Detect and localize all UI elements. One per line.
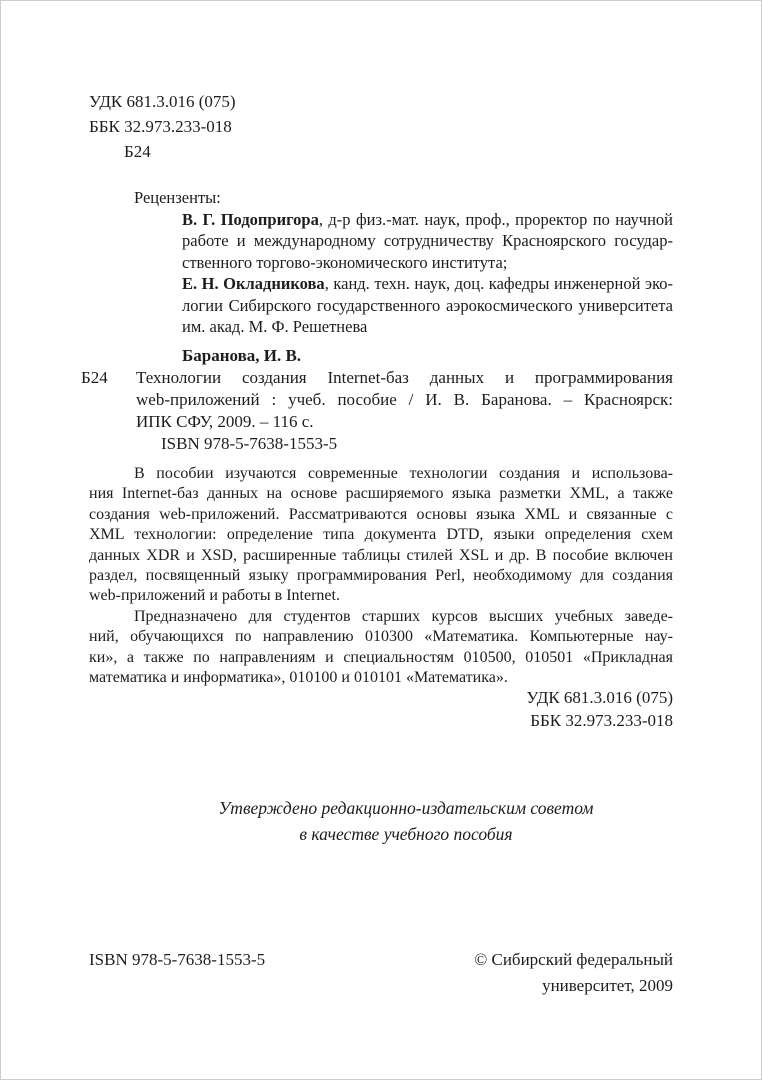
card-code: Б24 <box>81 368 108 387</box>
text-line <box>182 273 673 295</box>
udk-bottom-block <box>89 687 673 732</box>
footer <box>89 947 673 999</box>
text-line: ственного торгово-экономического института; <box>182 252 508 272</box>
bbk-number-bottom: ББК 32.973.233-018 <box>530 710 673 730</box>
udk-number-bottom: УДК 681.3.016 (075) <box>526 688 673 707</box>
annotation-paragraph <box>89 464 673 607</box>
footer-isbn: ISBN 978-5-7638-1553-5 <box>89 950 266 969</box>
text-line: © Сибирский федеральный <box>474 950 673 969</box>
text-line: раздел, посвященный языку программирования Perl, необходимому для создания <box>89 567 673 585</box>
text-line: ний, обучающихся по направлению 010300 «Математика. Компьютерные нау- <box>89 628 673 646</box>
text-line: web-приложений : учеб. пособие / И. В. Баранова. – Красноярск: <box>136 390 673 409</box>
catalog-card-body <box>81 367 673 433</box>
bold-text: Е. Н. Окладникова <box>182 274 325 293</box>
text-line: данных XDR и XSD, расширенные таблицы стилей XSL и др. В пособие включен <box>89 546 673 564</box>
text-line: Утверждено редакционно-издательским советом <box>218 798 594 818</box>
text-line: Технологии создания Internet-баз данных и программирования <box>136 368 673 387</box>
reviewers-section <box>1 187 762 338</box>
text-line: университет, 2009 <box>542 976 673 995</box>
copyright-note <box>474 947 673 999</box>
text-line: Предназначено для студентов старших курсов высших учебных заведе- <box>134 607 673 625</box>
catalog-card <box>1 345 762 455</box>
text-line: ки», а также по направлениям и специальностям 010500, 010501 «Прикладная <box>89 648 673 666</box>
text-line: В пособии изучаются современные технологии создания и использова- <box>134 465 673 482</box>
card-isbn: ISBN 978-5-7638-1553-5 <box>161 434 338 453</box>
text-line: ИПК СФУ, 2009. – 116 с. <box>136 412 314 431</box>
text-line: логии Сибирского государственного аэрокосмического университета <box>182 295 673 315</box>
text-line: XML технологии: определение типа документа DTD, языки определения схем <box>89 526 673 544</box>
bold-text: В. Г. Подопригора <box>182 209 319 229</box>
text-line: математика и информатика», 010100 и 010101 «Математика». <box>89 669 508 687</box>
udk-number: УДК 681.3.016 (075) <box>89 92 236 111</box>
author-line: Баранова, И. В. <box>182 346 302 365</box>
text-segment: , д-р физ.-мат. наук, проф., проректор по научной <box>318 209 674 229</box>
text-line: им. акад. М. Ф. Решетнева <box>182 317 368 336</box>
text-line: работе и международному сотрудничеству Красноярского государ- <box>182 231 673 250</box>
reviewers-label: Рецензенты: <box>134 188 221 207</box>
annotation-section <box>89 464 673 688</box>
annotation-paragraph <box>89 607 673 689</box>
author-sign-code: Б24 <box>124 142 151 161</box>
reviewer-entry <box>182 273 673 338</box>
text-line: в качестве учебного пособия <box>299 823 513 844</box>
text-line: создания web-приложений. Рассматриваются основы языка XML и связанные с <box>89 505 673 523</box>
text-line: web-приложений и работы в Internet. <box>89 587 340 605</box>
approval-note <box>139 796 673 847</box>
reviewer-entry <box>182 209 673 274</box>
udk-top-block <box>89 89 236 164</box>
text-segment: , канд. техн. наук, доц. кафедры инженерной эко- <box>324 274 674 293</box>
text-line: ния Internet-баз данных на основе расширяемого языка разметки XML, а также <box>89 485 673 503</box>
text-line <box>182 209 673 231</box>
bbk-number: ББК 32.973.233-018 <box>89 117 232 136</box>
